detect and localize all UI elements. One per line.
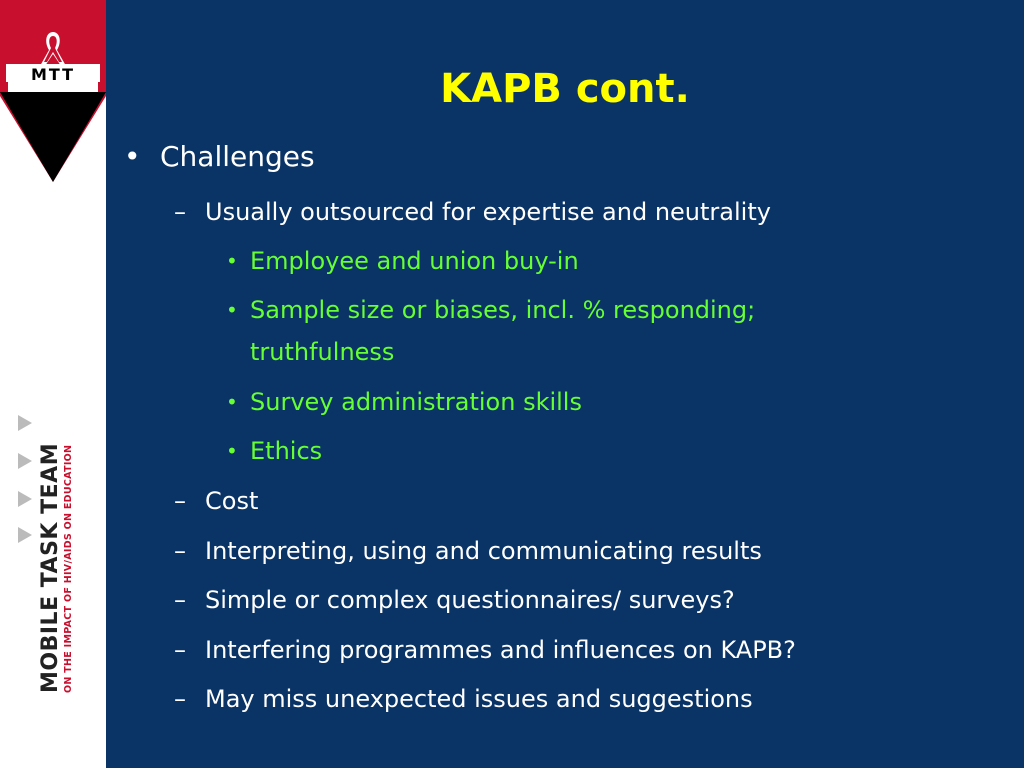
detail-bullet-text: Ethics — [250, 437, 323, 465]
bullet-marker: • — [226, 249, 238, 273]
dash-marker: – — [174, 586, 186, 614]
bullet-marker: • — [226, 298, 238, 322]
slide-title: KAPB cont. — [440, 66, 690, 112]
slide-content — [106, 0, 1024, 768]
sub-bullet-text: Usually outsourced for expertise and neutrality — [205, 198, 771, 226]
bullet-marker: • — [124, 140, 141, 173]
sub-bullet-text: May miss unexpected issues and suggestions — [205, 685, 753, 713]
detail-bullet-text: Employee and union buy-in — [250, 247, 579, 275]
branding-subtitle: ON THE IMPACT OF HIV/AIDS ON EDUCATION — [63, 444, 74, 693]
dash-marker: – — [174, 537, 186, 565]
sub-bullet-text: Interpreting, using and communicating results — [205, 537, 762, 565]
sub-bullet-text: Cost — [205, 487, 259, 515]
branding-title: MOBILE TASK TEAM — [38, 442, 63, 693]
dash-marker: – — [174, 685, 186, 713]
dash-marker: – — [174, 198, 186, 226]
red-ribbon-diamond-logo — [0, 0, 106, 185]
bullet-marker: • — [226, 439, 238, 463]
arrow-markers-icon — [16, 415, 36, 545]
bullet-text: Challenges — [160, 140, 315, 173]
bullet-marker: • — [226, 390, 238, 414]
dash-marker: – — [174, 487, 186, 515]
sub-bullet-text: Interfering programmes and influences on KAPB? — [205, 636, 796, 664]
branding-vertical-text — [38, 443, 75, 693]
svg-text:MTT: MTT — [30, 65, 76, 84]
sidebar — [0, 0, 106, 768]
sub-bullet-text: Simple or complex questionnaires/ surveys? — [205, 586, 735, 614]
dash-marker: – — [174, 636, 186, 664]
detail-bullet-text: Survey administration skills — [250, 388, 582, 416]
detail-bullet-text: Sample size or biases, incl. % responding; truthfulness — [250, 296, 756, 366]
